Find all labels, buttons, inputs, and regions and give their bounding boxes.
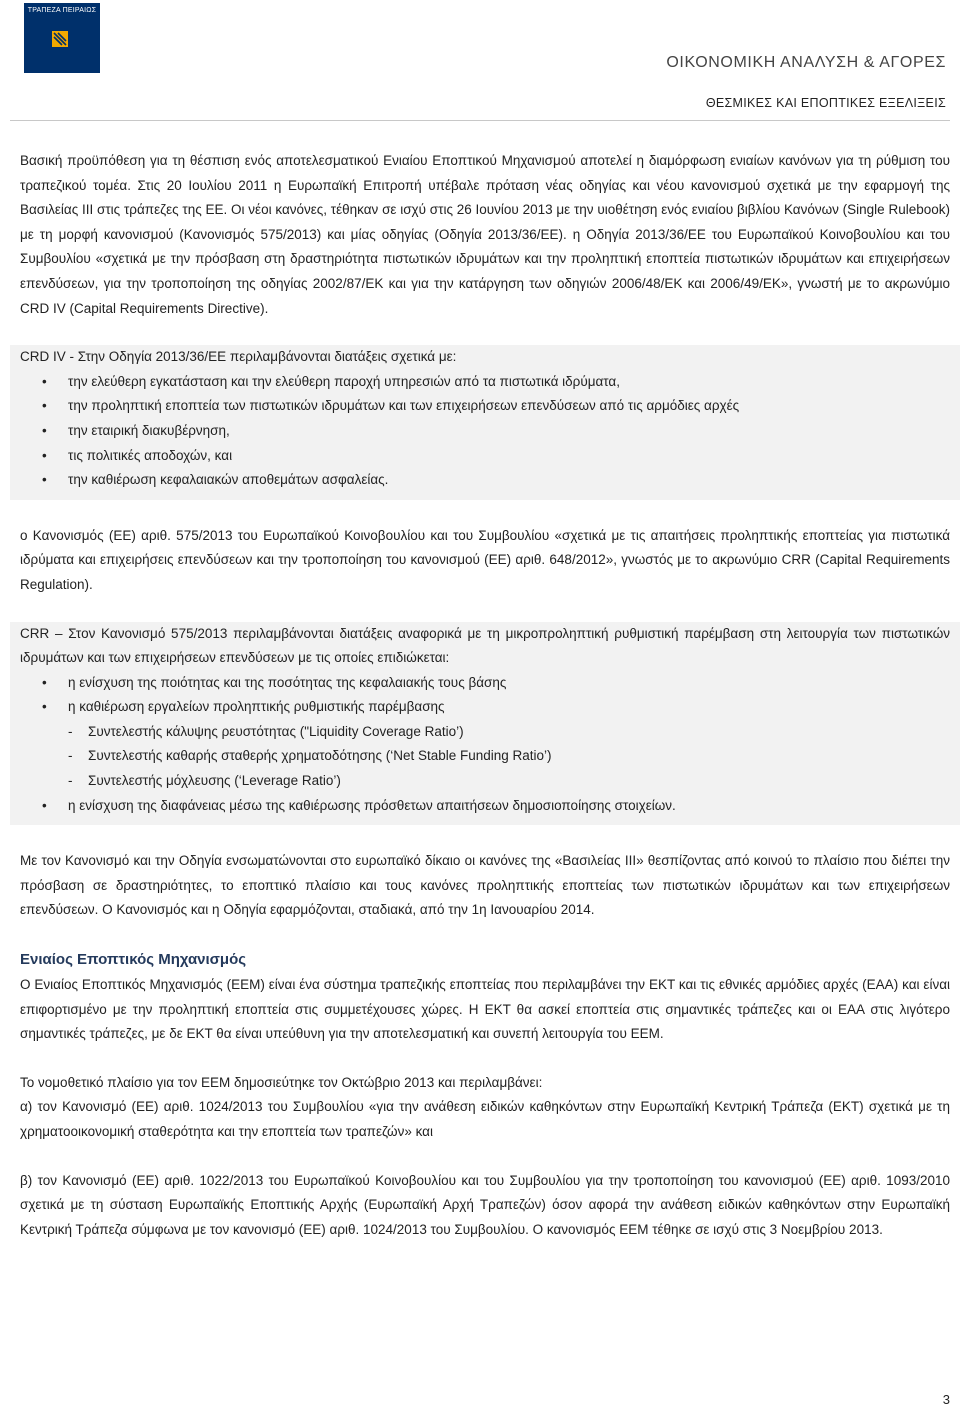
- list-item: • την καθιέρωση κεφαλαιακών αποθεμάτων ασφαλείας.: [20, 468, 950, 493]
- bullet-icon: •: [42, 472, 47, 488]
- dash-icon: -: [68, 773, 73, 789]
- crd-box: [10, 345, 960, 500]
- list-item: • την προληπτική εποπτεία των πιστωτικών ιδρυμάτων και των επιχειρήσεων επενδύσεων από τις αρμόδιες αρχές: [20, 394, 950, 419]
- list-item: • η καθιέρωση εργαλείων προληπτικής ρυθμιστικής παρέμβασης: [20, 695, 950, 720]
- bullet-icon: •: [42, 699, 47, 715]
- ssm-paragraph-3: α) τον Κανονισμό (ΕΕ) αριθ. 1024/2013 του Συμβουλίου «για την ανάθεση ειδικών καθηκόντων στην Ευρωπαϊκή Κεντρική Τράπεζα (ΕΚΤ) σχετικά με τη χρηματοοικονομική σταθερότητα και την εποπτεία των τραπεζών» και: [20, 1099, 950, 1139]
- bullet-icon: •: [42, 398, 47, 414]
- list-item: • η ενίσχυση της διαφάνειας μέσω της καθιέρωσης πρόσθετων απαιτήσεων δημοσιοποίησης στοιχείων.: [20, 794, 950, 819]
- bullet-icon: •: [42, 422, 47, 438]
- list-item: • την εταιρική διακυβέρνηση,: [20, 419, 950, 444]
- ssm-paragraph-1: Ο Ενιαίος Εποπτικός Μηχανισμός (ΕΕΜ) είναι ένα σύστημα τραπεζικής εποπτείας που περιλαμβάνει την ΕΚΤ και τις εθνικές αρμόδιες αρχές (ΕΑΑ) και είναι επιφορτισμένο με την προληπτική εποπτεία στις συμμετέχουσες χώρες. Η ΕΚΤ θα ασκεί εποπτεία στις σημαντικές τράπεζες και οι ΕΑΑ στις λιγότερο σημαντικές τράπεζες, με δε ΕΚΤ θα είναι υπεύθυνη για την αποτελεσματική και συνεπή λειτουργία του ΕΕΜ.: [20, 977, 950, 1042]
- bullet-icon: •: [42, 373, 47, 389]
- ssm-paragraph-4: β) τον Κανονισμό (ΕΕ) αριθ. 1022/2013 του Ευρωπαϊκού Κοινοβουλίου και του Συμβουλίου για την τροποποίηση του κανονισμού (ΕΕ) αριθ. 1093/2010 σχετικά με τη σύσταση Ευρωπαϊκής Εποπτικής Αρχής (Ευρωπαϊκή Αρχή Τραπεζών) όσον αφορά την ανάθεση ειδικών καθηκόντων στην Ευρωπαϊκή Κεντρική Τράπεζα σύμφωνα με τον κανονισμό (ΕΕ) αριθ. 1024/2013 του Συμβουλίου. Ο κανονισμός ΕΕΜ τέθηκε σε ισχύ στις 3 Νοεμβρίου 2013.: [20, 1172, 950, 1237]
- ssm-paragraph-2: Το νομοθετικό πλαίσιο για τον ΕΕΜ δημοσιεύτηκε τον Οκτώβριο 2013 και περιλαμβάνει:: [20, 1074, 543, 1090]
- sub-list-item: - Συντελεστής καθαρής σταθερής χρηματοδότησης (‘Net Stable Funding Ratio’): [20, 744, 950, 769]
- header-divider: [10, 120, 950, 121]
- sub-list-item: - Συντελεστής κάλυψης ρευστότητας ("Liquidity Coverage Ratio’): [20, 720, 950, 745]
- list-item: • η ενίσχυση της ποιότητας και της ποσότητας της κεφαλαιακής τους βάσης: [20, 671, 950, 696]
- logo-emblem-icon: [24, 3, 100, 73]
- dash-icon: -: [68, 723, 73, 739]
- intro-paragraph: Βασική προϋπόθεση για τη θέσπιση ενός αποτελεσματικού Ενιαίου Εποπτικού Μηχανισμού αποτελεί η διαμόρφωση ενιαίων κανόνων για τη ρύθμιση του τραπεζικού τομέα. Στις 20 Ιουλίου 2011 η Ευρωπαϊκή Επιτροπή υπέβαλε πρόταση νέας οδηγίας και νέου κανονισμού σχετικά με την εφαρμογή της Βασιλείας ΙΙΙ στις τράπεζες της ΕΕ. Οι νέοι κανόνες, τέθηκαν σε ισχύ στις 26 Ιουνίου 2013 με την υιοθέτηση ενός ενιαίου βιβλίου Κανόνων (Single Rulebook) με τη μορφή κανονισμού (Κανονισμός 575/2013) και μίας οδηγίας (Οδηγία 2013/36/ΕΕ). η Οδηγία 2013/36/ΕΕ του Ευρωπαϊκού Κοινοβουλίου και του Συμβουλίου «σχετικά με την πρόσβαση στη δραστηριότητα πιστωτικών ιδρυμάτων και την προληπτική εποπτεία πιστωτικών ιδρυμάτων και επιχειρήσεων επενδύσεων, για την τροποποίηση της οδηγίας 2002/87/ΕΚ και για την κατάργηση των οδηγιών 2006/48/ΕΚ και 2006/49/ΕΚ», γνωστή με το ακρωνύμιο CRD IV (Capital Requirements Directive).: [20, 153, 950, 316]
- regulation-paragraph: ο Κανονισμός (ΕΕ) αριθ. 575/2013 του Ευρωπαϊκού Κοινοβουλίου και του Συμβουλίου «σχετικά με τις απαιτήσεις προληπτικής εποπτείας για πιστωτικά ιδρύματα και επιχειρήσεις επενδύσεων και την τροποποίηση του κανονισμού (ΕΕ) αριθ. 648/2012», γνωστός με το ακρωνύμιο CRR (Capital Requirements Regulation).: [20, 527, 950, 592]
- crr-intro: CRR – Στον Κανονισμό 575/2013 περιλαμβάνονται διατάξεις αναφορικά με τη μικροπροληπτική ρυθμιστική παρέμβαση στη λειτουργία των πιστωτικών ιδρυμάτων και των επιχειρήσεων επενδύσεων με τις οποίες επιδιώκεται:: [20, 625, 950, 666]
- list-item: • τις πολιτικές αποδοχών, και: [20, 444, 950, 469]
- bullet-icon: •: [42, 447, 47, 463]
- ssm-heading: Ενιαίος Εποπτικός Μηχανισμός: [20, 951, 247, 969]
- bullet-icon: •: [42, 674, 47, 690]
- crr-list: [20, 671, 950, 819]
- bullet-icon: •: [42, 797, 47, 813]
- list-item: • την ελεύθερη εγκατάσταση και την ελεύθερη παροχή υπηρεσιών από τα πιστωτικά ιδρύματα,: [20, 370, 950, 395]
- logo-name: ΤΡΑΠΕΖΑ ΠΕΙΡΑΙΩΣ: [27, 7, 97, 14]
- piraeus-bank-logo: [24, 3, 100, 73]
- crr-box: [10, 622, 960, 826]
- header-subtitle: ΘΕΣΜΙΚΕΣ ΚΑΙ ΕΠΟΠΤΙΚΕΣ ΕΞΕΛΙΞΕΙΣ: [705, 96, 946, 110]
- sub-list-item: - Συντελεστής μόχλευσης (‘Leverage Ratio’): [20, 769, 950, 794]
- document-body: [20, 149, 950, 1242]
- crd-list: [20, 370, 950, 493]
- header-title: ΟΙΚΟΝΟΜΙΚΗ ΑΝΑΛΥΣΗ & ΑΓΟΡΕΣ: [666, 54, 946, 71]
- incorporation-paragraph: Με τον Κανονισμό και την Οδηγία ενσωματώνονται στο ευρωπαϊκό δίκαιο οι κανόνες της «Βασιλείας ΙΙΙ» θεσπίζοντας από κοινού το πλαίσιο που διέπει την πρόσβαση σε δραστηριότητες, το εποπτικό πλαίσιο και τους κανόνες προληπτικής εποπτείας των πιστωτικών ιδρυμάτων και των επιχειρήσεων επενδύσεων. Ο Κανονισμός και η Οδηγία εφαρμόζονται, σταδιακά, από την 1η Ιανουαρίου 2014.: [20, 853, 950, 918]
- page-number: 3: [942, 1392, 950, 1407]
- crd-intro: CRD IV - Στην Οδηγία 2013/36/ΕΕ περιλαμβάνονται διατάξεις σχετικά με:: [20, 349, 457, 365]
- dash-icon: -: [68, 748, 73, 764]
